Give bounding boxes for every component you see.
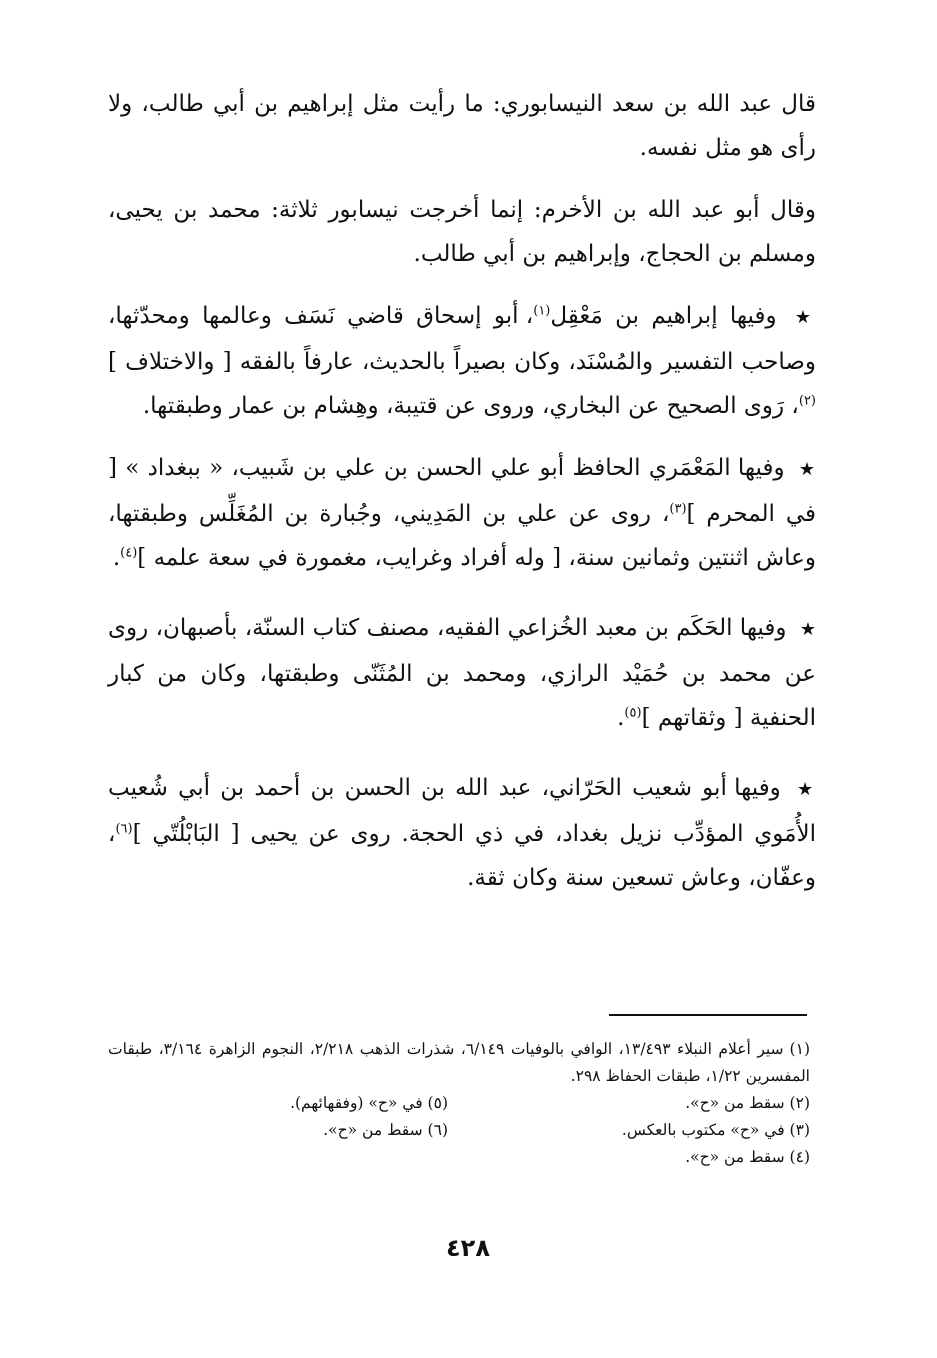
star-icon: ★ <box>794 307 817 328</box>
page-number: ٤٢٨ <box>446 1234 490 1262</box>
footnote-ref-5: (٥) <box>624 705 642 721</box>
paragraph-6 <box>108 766 816 900</box>
footnote-ref-3: (٣) <box>669 501 687 517</box>
paragraph-3-text-end: ، رَوى الصحيح عن البخاري، وروى عن قتيبة، وهِشام بن عمار وطبقتها. <box>142 393 799 419</box>
footnote-divider <box>609 1014 807 1016</box>
footnote-1-text: سير أعلام النبلاء ١٣/٤٩٣، الوافي بالوفيات ٦/١٤٩، شذرات الذهب ٢/٢١٨، النجوم الزاهرة ٣/١٦٤، طبقات المفسرين ١/٢٢، طبقات الحفاظ ٢٩٨. <box>108 1040 810 1085</box>
footnote-ref-2: (٢) <box>798 393 816 409</box>
paragraph-4-text-cont: ، روى عن علي بن المَدِيني، وجُبارة بن المُغَلِّس وطبقتها، وعاش اثنتين وثمانين سنة، [ وله أفراد وغرايب، مغمورة في سعة علمه ] <box>108 501 816 571</box>
footnote-6: (٦) سقط من «ح». <box>323 1121 448 1139</box>
star-icon: ★ <box>798 459 816 480</box>
paragraph-4 <box>108 446 816 580</box>
paragraph-2-text: وقال أبو عبد الله بن الأخرم: إنما أخرجت نيسابور ثلاثة: محمد بن يحيى، ومسلم بن الحجاج، وإبراهيم بن أبي طالب. <box>108 197 816 267</box>
main-text <box>108 82 816 918</box>
footnote-1-number: (١) <box>789 1040 810 1058</box>
star-icon: ★ <box>796 779 816 800</box>
footnote-4: (٤) سقط من «ح». <box>685 1148 810 1166</box>
paragraph-3-text: وفيها إبراهيم بن مَعْقِل <box>550 303 777 329</box>
paragraph-5 <box>108 606 816 740</box>
footnote-3: (٣) في «ح» مكتوب بالعكس. <box>621 1121 810 1139</box>
paragraph-6-text-cont: ، وعفّان، وعاش تسعين سنة وكان ثقة. <box>108 821 816 891</box>
footnote-2: (٢) سقط من «ح». <box>685 1094 810 1112</box>
paragraph-6-text: وفيها أبو شعيب الحَرّاني، عبد الله بن الحسن بن أحمد بن أبي شُعيب الأُمَوي المؤدِّب نزيل بغداد، في ذي الحجة. روى عن يحيى [ البَابْلُتّي ] <box>108 775 816 847</box>
paragraph-1 <box>108 82 816 170</box>
paragraph-5-text-cont: . <box>617 705 625 731</box>
paragraph-4-text: وفيها المَعْمَري الحافظ أبو علي الحسن بن علي بن شَبيب، « ببغداد » [ في المحرم ] <box>108 455 816 527</box>
paragraph-1-text: قال عبد الله بن سعد النيسابوري: ما رأيت مثل إبراهيم بن أبي طالب، ولا رأى هو مثل نفسه. <box>108 91 816 161</box>
paragraph-3-text-cont: ، أبو إسحاق قاضي نَسَف وعالمها ومحدّثها، وصاحب التفسير والمُسْنَد، وكان بصيراً بالحديث، عارفاً بالفقه [ والاختلاف ] <box>108 303 816 375</box>
paragraph-5-text: وفيها الحَكَم بن معبد الخُزاعي الفقيه، مصنف كتاب السنّة، بأصبهان، روى عن محمد بن حُمَيْد الرازي، ومحمد بن المُثَنّى وطبقتها، وكان من كبار الحنفية [ وثقاتهم ] <box>108 615 816 731</box>
footnotes-columns <box>108 1090 810 1171</box>
footnote-ref-1: (١) <box>533 303 551 319</box>
star-icon: ★ <box>799 619 817 640</box>
paragraph-2 <box>108 188 816 276</box>
footnote-1 <box>108 1036 810 1090</box>
footnotes <box>108 1036 810 1171</box>
footnote-5: (٥) في «ح» (وفقهائهم). <box>290 1094 448 1112</box>
footnote-ref-4: (٤) <box>120 545 138 561</box>
paragraph-4-text-end: . <box>112 545 121 571</box>
footnote-empty <box>108 1144 448 1171</box>
paragraph-3 <box>108 294 816 428</box>
footnote-ref-6: (٦) <box>115 821 133 837</box>
